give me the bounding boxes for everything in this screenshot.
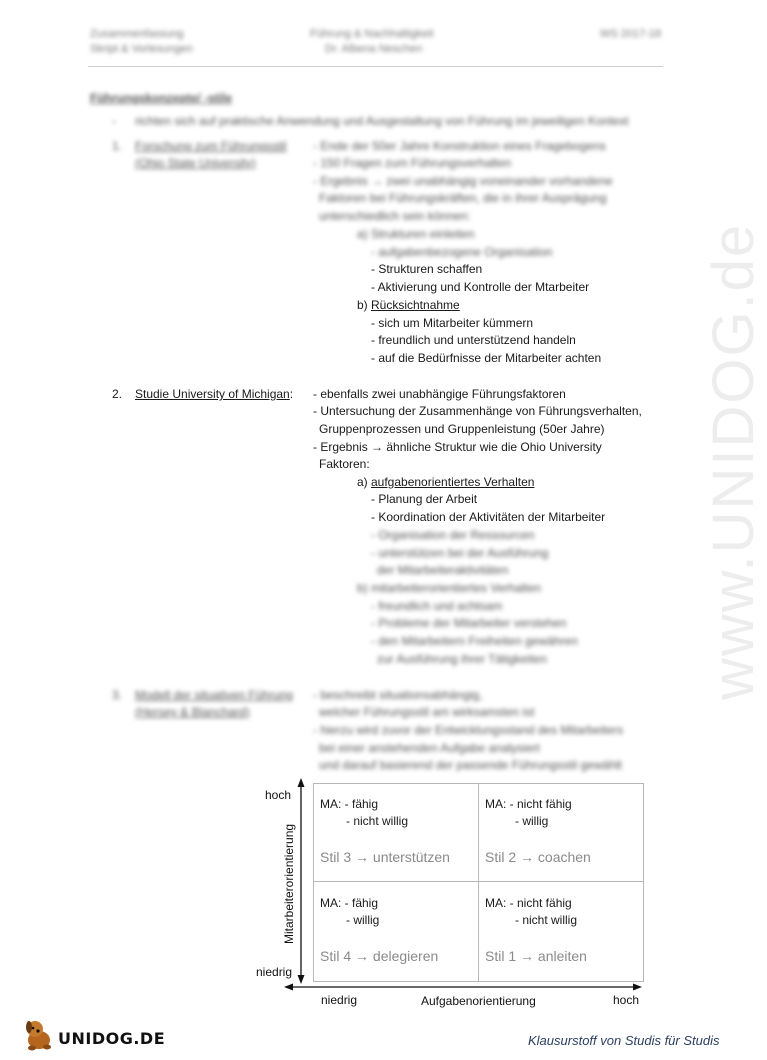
y-axis-arrow-up — [298, 778, 305, 787]
cell-tr-line-1: MA: - nicht fähig — [485, 797, 572, 811]
s1-b-label: Rücksichtnahme — [371, 298, 460, 312]
s2-number: 2. — [112, 387, 123, 401]
s1-b-prefix: b) — [357, 298, 368, 312]
s2-b-label: b) mitarbeiterorientiertes Verhalten — [357, 581, 542, 595]
s2-a-item-1: - Planung der Arbeit — [371, 492, 478, 506]
header-center-2: Dr. Albena Neschen — [325, 43, 423, 55]
s2-title-wrap — [135, 386, 293, 404]
s3-line-5: und darauf basierend der passende Führungsstil gewählt — [319, 758, 622, 772]
y-axis-low-label: niedrig — [256, 965, 293, 979]
cell-bottom-left — [320, 895, 438, 965]
cell-tl-stil: Stil 3 → unterstützen — [320, 849, 450, 865]
dog-logo-icon — [22, 1016, 56, 1052]
s2-line-4: - Ergebnis → ähnliche Struktur wie die Ohio University — [313, 440, 602, 454]
s2-a-label: aufgabenorientiertes Verhalten — [371, 475, 535, 489]
s1-a-item-2: - Strukturen schaffen — [371, 262, 483, 276]
s1-a-label: a) Strukturen einleiten — [357, 227, 475, 241]
cell-bottom-right — [485, 895, 587, 965]
cell-br-stil: Stil 1 → anleiten — [485, 948, 587, 964]
s1-title-2: (Ohio State University) — [135, 156, 256, 170]
section-heading: Führungskonzepte/ -stile — [90, 91, 233, 105]
y-axis-high-label: hoch — [265, 788, 292, 802]
x-axis-arrow-left — [284, 984, 293, 991]
x-axis-high-label: hoch — [613, 993, 640, 1007]
s2-b-item-3: - den Mitarbeitern Freiheiten gewähren — [371, 634, 578, 648]
s1-b-item-1: - sich um Mitarbeiter kümmern — [371, 316, 534, 330]
s2-title: Studie University of Michigan — [135, 387, 290, 401]
s3-number: 3. — [112, 688, 123, 702]
s1-b-item-3: - auf die Bedürfnisse der Mitarbeiter achten — [371, 351, 602, 365]
s2-a-item-2: - Koordination der Aktivitäten der Mitarbeiter — [371, 510, 606, 524]
s3-line-2: welcher Führungsstil am wirksamsten ist — [319, 705, 535, 719]
header-left-2: Skript & Vorlesungen — [90, 43, 193, 55]
s2-b-item-4: zur Ausführung ihrer Tätigkeiten — [377, 652, 547, 666]
cell-tr-stil: Stil 2 → coachen — [485, 849, 591, 865]
footer-slogan: Klausurstoff von Studis für Studis — [528, 1033, 720, 1048]
s2-line-5: Faktoren: — [319, 457, 370, 471]
cell-bl-stil: Stil 4 → delegieren — [320, 948, 439, 964]
s2-a-item-5: der Mitarbeiteraktivitäten — [377, 563, 509, 577]
s3-line-1: - beschreibt situationsabhängig, — [313, 688, 483, 702]
cell-bl-line-1: MA: - fähig — [320, 896, 379, 910]
s1-line-1: - Ende der 50er Jahre Konstruktion eines Fragebogens — [313, 139, 606, 153]
cell-top-right — [485, 796, 591, 866]
s2-b-item-1: - freundlich und achtsam — [371, 599, 503, 613]
s1-a-item-1: - aufgabenbezogene Organisation — [371, 245, 553, 259]
x-axis-low-label: niedrig — [321, 993, 358, 1007]
cell-top-left — [320, 796, 450, 866]
cell-tl-line-1: MA: - fähig — [320, 797, 379, 811]
s2-b-item-2: - Probleme der Mitarbeiter verstehen — [371, 616, 567, 630]
cell-bl-line-2: - willig — [346, 913, 380, 927]
s2-a-item-3: - Organisation der Ressourcen — [371, 528, 535, 542]
matrix-vertical-divider — [478, 784, 479, 981]
s1-line-4: Faktoren bei Führungskräften, die in ihrer Ausprägung — [319, 191, 607, 205]
s1-line-2: - 150 Fragen zum Führungsverhalten — [313, 156, 512, 170]
s2-title-colon: : — [289, 387, 294, 401]
header-left-1: Zusammenfassung — [90, 28, 184, 40]
s2-a-prefix: a) — [357, 475, 368, 489]
matrix-grid — [313, 783, 644, 982]
s2-a-item-4: - unterstützen bei der Ausführung — [371, 546, 549, 560]
x-axis-title: Aufgabenorientierung — [421, 994, 536, 1008]
cell-br-line-2: - nicht willig — [515, 913, 578, 927]
s3-line-4: bei einer anstehenden Aufgabe analysiert — [319, 741, 540, 755]
s1-a-item-3: - Aktivierung und Kontrolle der Mtarbeiter — [371, 280, 590, 294]
cell-br-line-1: MA: - nicht fähig — [485, 896, 572, 910]
matrix-horizontal-divider — [314, 881, 643, 882]
s3-line-3: - hierzu wird zuvor der Entwicklungsstand des Mitarbeiters — [313, 723, 624, 737]
header-rule — [88, 66, 663, 67]
footer-brand: UNIDOG.DE — [58, 1029, 166, 1048]
s1-b-item-2: - freundlich und unterstützend handeln — [371, 333, 576, 347]
x-axis-arrow-right — [633, 984, 642, 991]
s1-title-1: Forschung zum Führungsstil — [135, 139, 287, 153]
s2-line-2: - Untersuchung der Zusammenhänge von Führungsverhalten, — [313, 404, 642, 418]
y-axis-arrow-down — [298, 975, 305, 984]
intro-dash: - — [112, 114, 116, 128]
cell-tl-line-2: - nicht willig — [346, 814, 409, 828]
intro-text: richten sich auf praktische Anwendung und Ausgestaltung von Führung im jeweiligen Kontext — [135, 114, 629, 128]
y-axis-title: Mitarbeiterorientierung — [282, 823, 296, 944]
cell-tr-line-2: - willig — [515, 814, 549, 828]
s1-line-5: unterschiedlich sein können: — [319, 209, 471, 223]
s1-line-3: - Ergebnis → zwei unabhängig voneinander vorhandene — [313, 174, 613, 188]
s3-title-1: Modell der situativen Führung — [135, 688, 294, 702]
watermark: www.UNIDOG.de — [701, 222, 766, 700]
s2-line-3: Gruppenprozessen und Gruppenleistung (50er Jahre) — [319, 422, 605, 436]
s1-number: 1. — [112, 139, 123, 153]
header-right: WS 2017-18 — [600, 28, 662, 40]
s2-line-1: - ebenfalls zwei unabhängige Führungsfaktoren — [313, 387, 566, 401]
s3-title-2: (Hersey & Blanchard) — [135, 705, 250, 719]
header-center-1: Führung & Nachhaltigkeit — [310, 28, 434, 40]
